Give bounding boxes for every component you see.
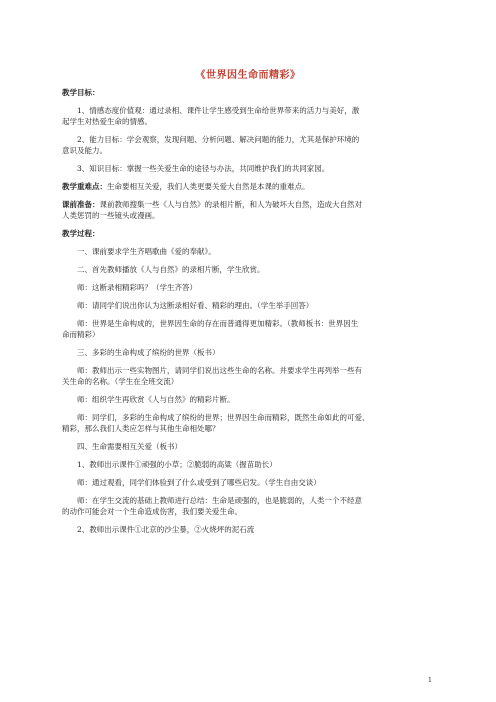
- text-line: [62, 199, 432, 210]
- text-line: 1、情感态度价值观：通过录相、课件让学生感受到生命给世界带来的活力与美好，激: [77, 106, 360, 115]
- text-line: 意识及能力。: [62, 146, 107, 155]
- text-line: [62, 181, 432, 192]
- text-line: 师：组织学生再欣赏《人与自然》的精彩片断。: [77, 395, 235, 404]
- text-line: 的动作可能会对一个生命造成伤害，我们要关爱生命。: [62, 507, 242, 516]
- text-line: 师：这断录相精彩吗？（学生齐答）: [77, 283, 197, 292]
- line-text: 课前教师搜集一些《人与自然》的录相片断，和人为破坏大自然，造成大自然对: [99, 200, 362, 209]
- text-line: 3、知识目标：掌握一些关爱生命的途径与办法，共同维护我们的共同家园。: [77, 164, 330, 173]
- text-line: 2、教师出示课件①北京的沙尘暴，②火烧坪的泥石流: [77, 525, 255, 534]
- text-line: 师：通过观看，同学们体验到了什么或受到了哪些启发。（学生自由交谈）: [77, 478, 321, 487]
- document-body: [62, 87, 432, 535]
- text-line: 师：世界是生命构成的，世界因生命的存在而普通得更加精彩。（教师板书：世界因生: [77, 319, 359, 328]
- text-line: 四、生命需要相互关爱（板书）: [77, 442, 182, 451]
- text-line: 教学目标：: [62, 88, 100, 97]
- text-line: 命而精彩）: [62, 330, 100, 339]
- text-line: 1、教师出示课件①顽强的小草；②脆弱的高粱（握苗助长）: [77, 460, 277, 469]
- bold-label: 课前准备：: [62, 200, 100, 209]
- text-line: 师：教师出示一些实物图片，请同学们说出这些生命的名称。并要求学生再列举一些有: [77, 366, 362, 375]
- bold-label: 教学重难点：: [62, 182, 107, 191]
- document-title: 《世界因生命而精彩》: [195, 70, 301, 81]
- text-line: 精彩，那么我们人类应怎样与其他生命相处哪？: [62, 424, 220, 433]
- text-line: 关生命的名称。（学生在全班交流）: [62, 377, 179, 386]
- text-line: 二、首先教师播放《人与自然》的录相片断，学生欣赏。: [77, 265, 265, 274]
- text-line: 师：在学生交流的基础上教师进行总结：生命是顽强的，也是脆弱的，人类一个不经意: [77, 496, 362, 505]
- text-line: 人类惩罚的一些镜头或漫画。: [62, 211, 160, 220]
- text-line: 三、多彩的生命构成了缤纷的世界（板书）: [77, 348, 220, 357]
- text-line: 师：同学们，多彩的生命构成了缤纷的世界；世界因生命而精彩，既然生命如此的可爱、: [77, 413, 370, 422]
- line-text: 生命要相互关爱，我们人类更要关爱大自然是本课的重难点。: [107, 182, 310, 191]
- text-line: 2、能力目标：学会观察，发现问题、分析问题、解决问题的能力，尤其是保护环境的: [77, 135, 360, 144]
- page-number: 1: [427, 676, 432, 684]
- text-line: 起学生对热爱生命的情感。: [62, 117, 152, 126]
- text-line: 一、课前要求学生齐唱歌曲《爱的奉献》。: [77, 247, 216, 256]
- text-line: 师：请同学们说出你认为这断录相好看、精彩的理由。（学生举手回答）: [77, 301, 314, 310]
- text-line: 教学过程：: [62, 229, 100, 238]
